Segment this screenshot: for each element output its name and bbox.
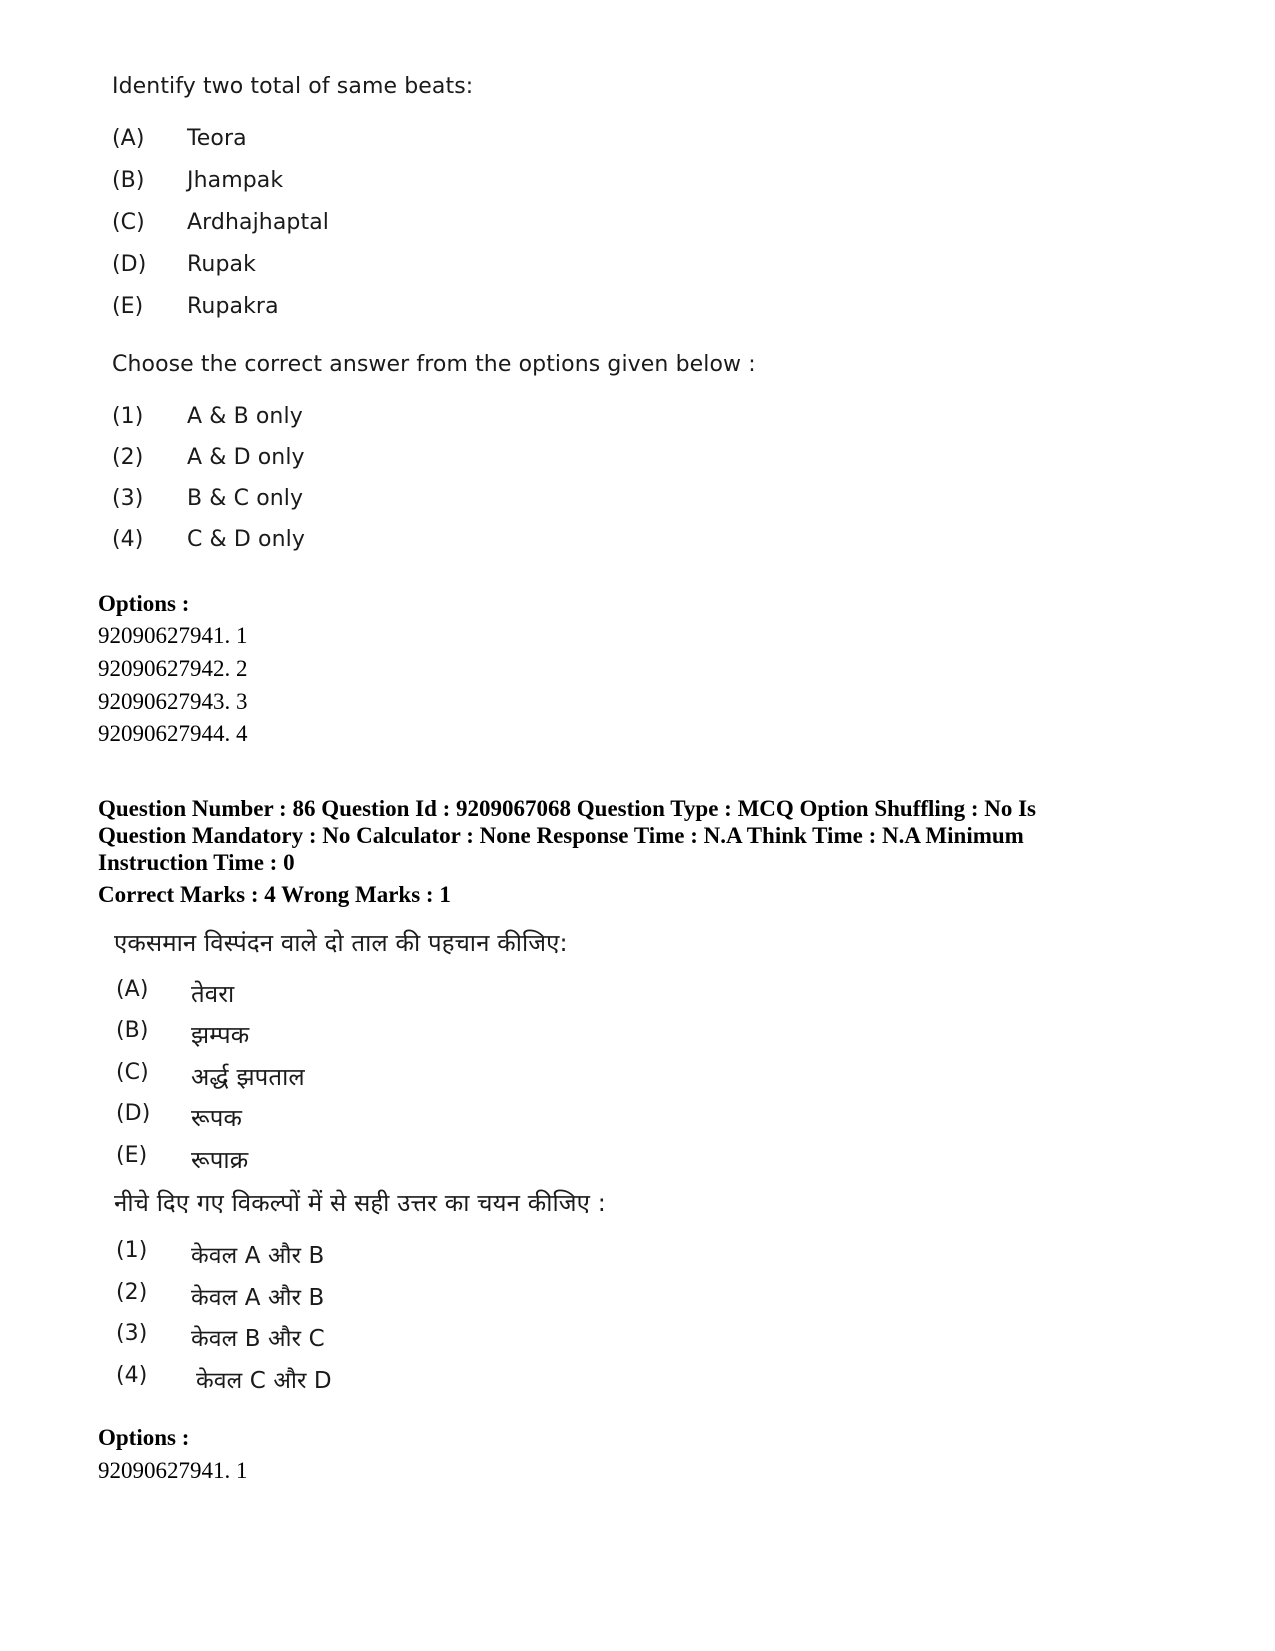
choice-text: B & C only (187, 486, 304, 511)
item-label: (C) (112, 210, 145, 235)
question-meta-line: Question Number : 86 Question Id : 9209067068 Question Type : MCQ Option Shuffling : No Is (98, 796, 1037, 821)
options-heading: Options : (98, 1425, 190, 1450)
instruction-en: Choose the correct answer from the options given below : (112, 352, 756, 377)
choice-label: (1) (112, 404, 144, 429)
item-text: Ardhajhaptal (187, 210, 330, 235)
item-text: Rupak (187, 252, 256, 277)
item-text: Rupakra (187, 294, 279, 319)
choice-text: केवल B और C (191, 1326, 325, 1352)
item-text: रूपाक्र (191, 1146, 249, 1174)
choice-text: A & D only (187, 445, 305, 470)
item-text: Teora (187, 126, 247, 151)
item-label: (B) (112, 168, 145, 193)
option-id: 92090627942. 2 (98, 656, 248, 681)
option-id: 92090627943. 3 (98, 689, 248, 714)
item-label: (D) (116, 1101, 151, 1126)
instruction-hi: नीचे दिए गए विकल्पों में से सही उत्तर का चयन कीजिए : (114, 1189, 606, 1217)
option-id: 92090627944. 4 (98, 721, 248, 746)
question-meta-line: Question Mandatory : No Calculator : None Response Time : N.A Think Time : N.A Minimum (98, 823, 1024, 848)
item-label: (B) (116, 1018, 149, 1043)
choice-text: केवल C और D (196, 1368, 332, 1394)
options-heading: Options : (98, 591, 190, 616)
item-label: (C) (116, 1060, 149, 1085)
choice-label: (1) (116, 1238, 148, 1263)
item-label: (E) (112, 294, 144, 319)
question-prompt-en: Identify two total of same beats: (112, 74, 474, 99)
item-text: झम्पक (191, 1021, 250, 1049)
item-text: अर्द्ध झपताल (191, 1063, 305, 1091)
item-text: रूपक (191, 1104, 243, 1132)
choice-label: (2) (116, 1280, 148, 1305)
item-label: (A) (116, 977, 149, 1002)
item-text: तेवरा (191, 980, 235, 1008)
question-prompt-hi: एकसमान विस्पंदन वाले दो ताल की पहचान कीजिए: (114, 929, 568, 957)
choice-label: (3) (116, 1321, 148, 1346)
item-label: (A) (112, 126, 145, 151)
marks-line: Correct Marks : 4 Wrong Marks : 1 (98, 882, 451, 907)
choice-text: A & B only (187, 404, 303, 429)
option-id: 92090627941. 1 (98, 1458, 248, 1483)
item-label: (D) (112, 252, 147, 277)
question-meta-line: Instruction Time : 0 (98, 850, 295, 875)
choice-label: (4) (116, 1363, 148, 1388)
choice-label: (4) (112, 527, 144, 552)
choice-label: (2) (112, 445, 144, 470)
choice-text: केवल A और B (191, 1243, 325, 1269)
choice-label: (3) (112, 486, 144, 511)
choice-text: केवल A और B (191, 1285, 325, 1311)
item-text: Jhampak (187, 168, 284, 193)
item-label: (E) (116, 1143, 148, 1168)
option-id: 92090627941. 1 (98, 623, 248, 648)
choice-text: C & D only (187, 527, 305, 552)
